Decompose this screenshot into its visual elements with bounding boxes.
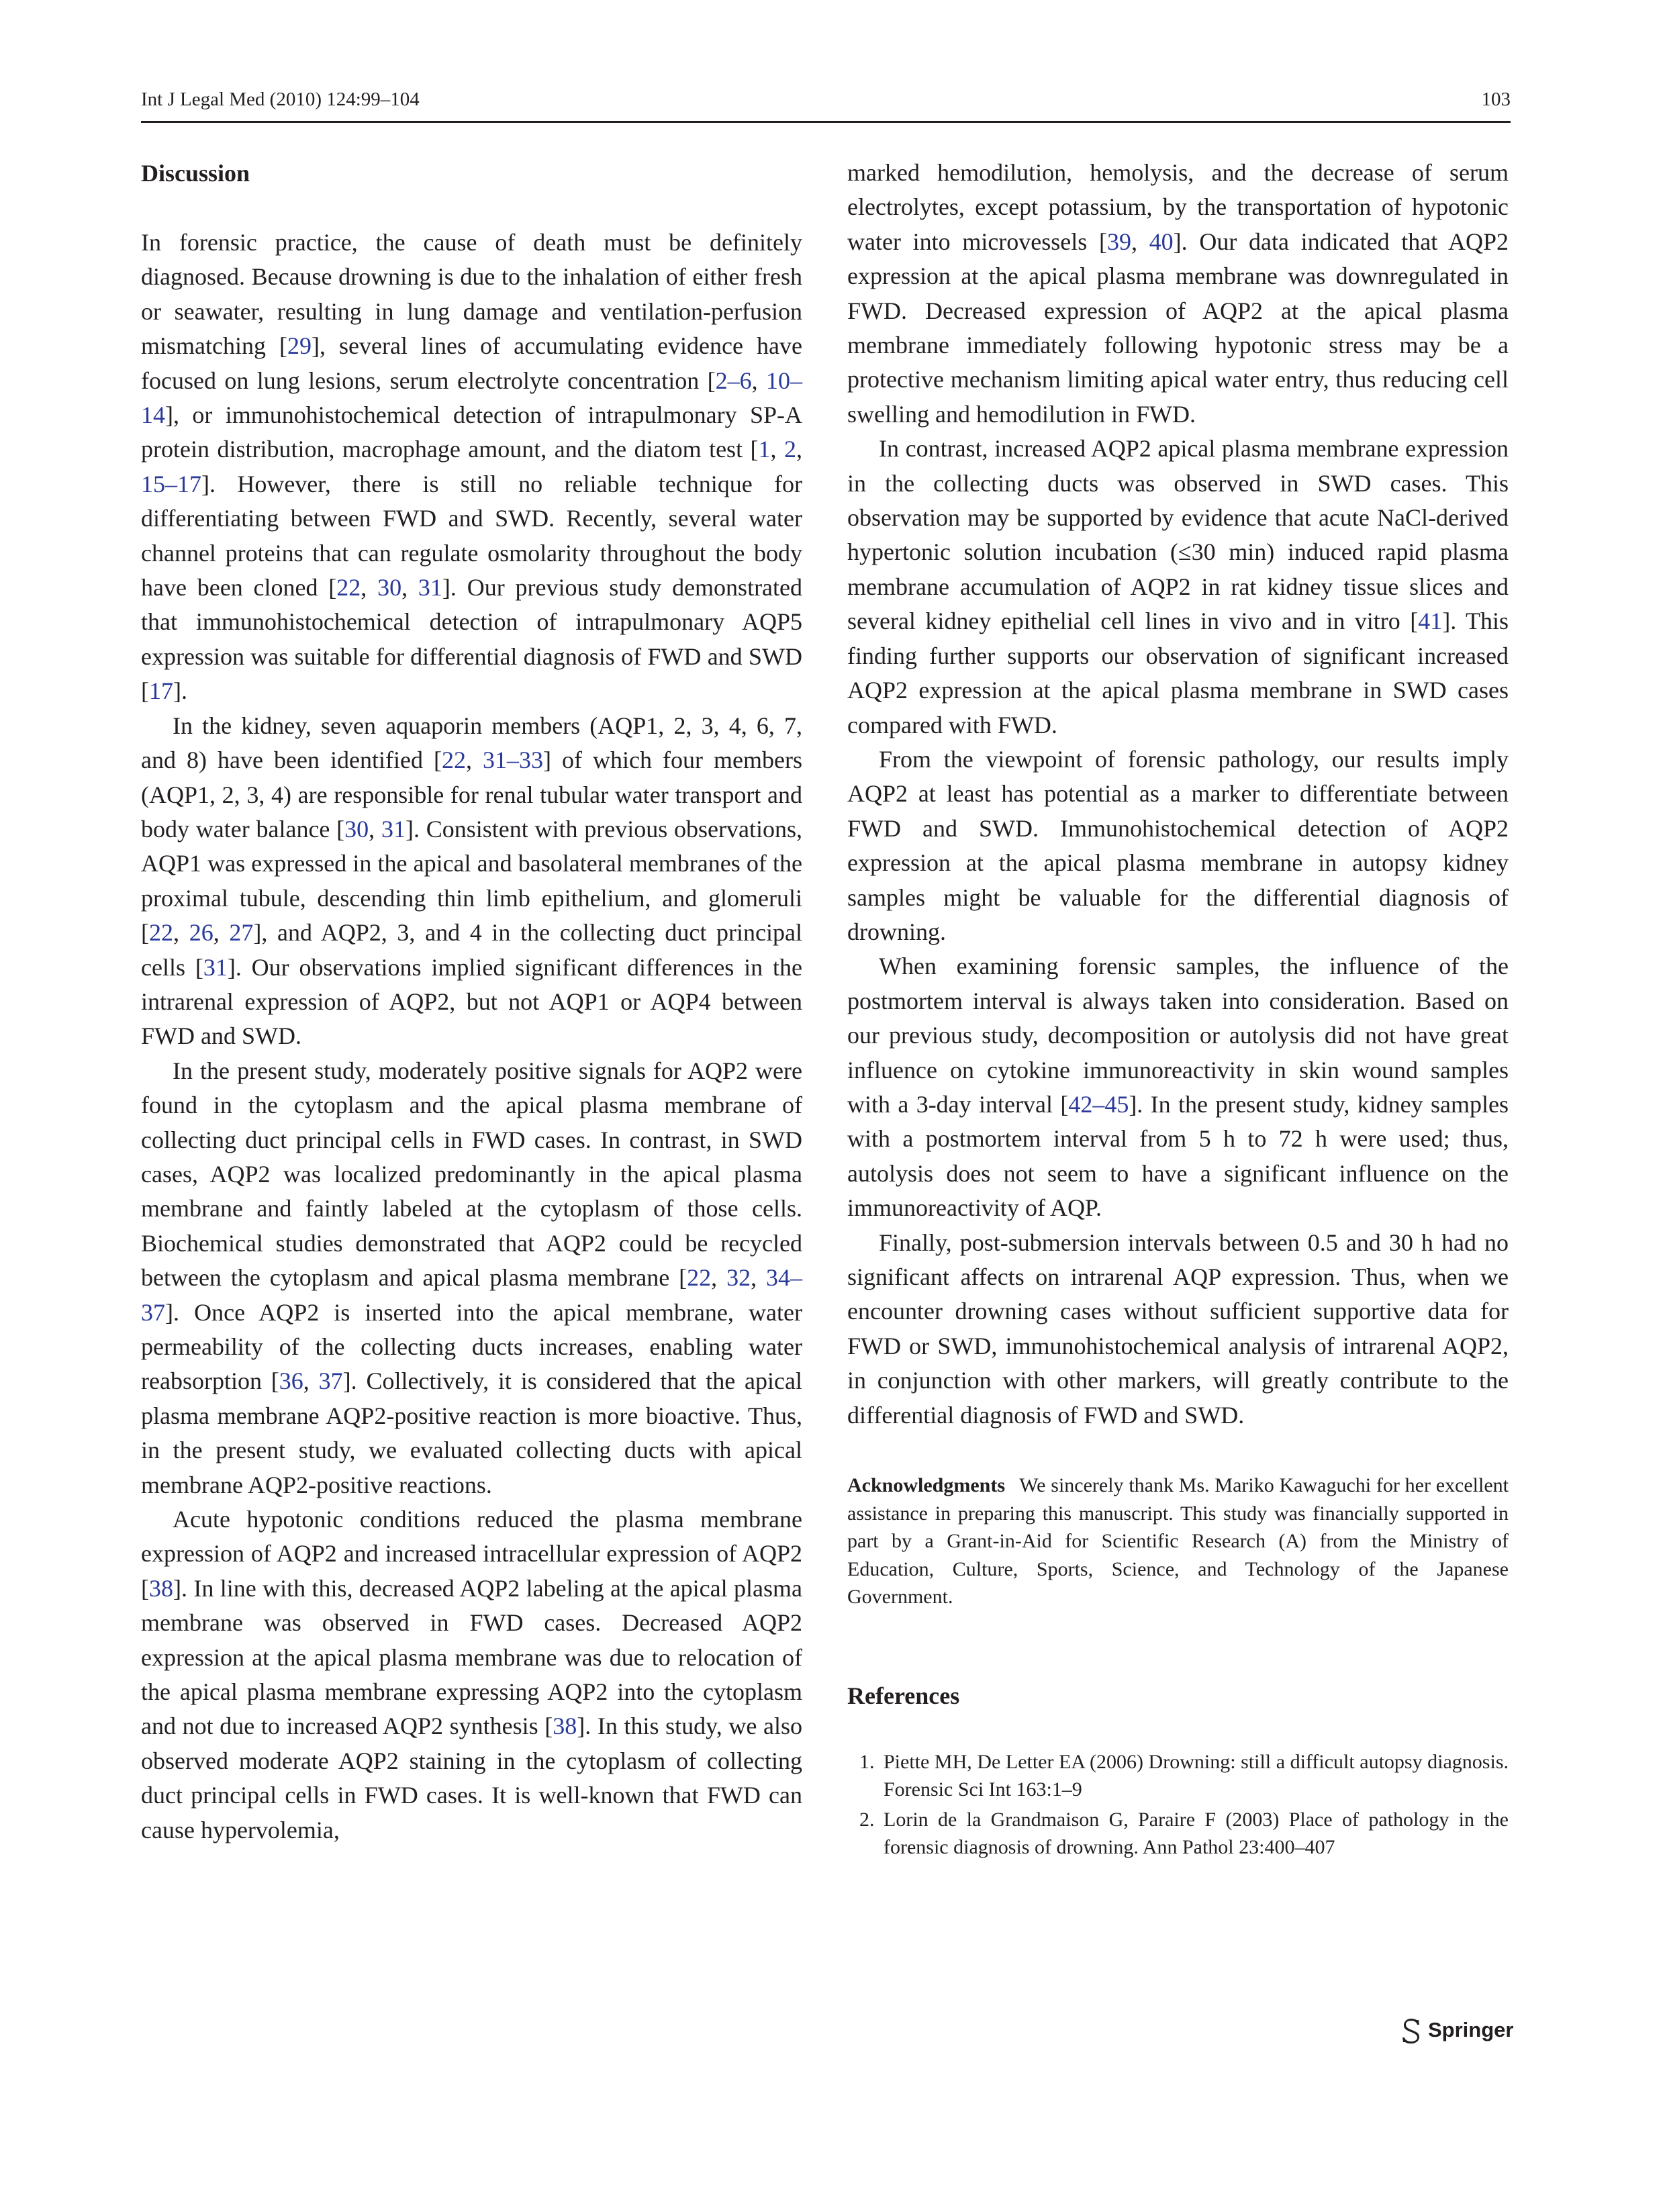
paragraph-text: , bbox=[796, 436, 802, 463]
paragraph-text: ]. Our previous study demonstrated that immunohistochemical detection of intrapulmonary AQP5 expression was suitable for differential diagnosis of FWD and SWD [ bbox=[141, 574, 803, 705]
citation-link[interactable]: 39 bbox=[1106, 228, 1131, 255]
citation-link[interactable]: 27 bbox=[229, 919, 254, 947]
paragraph-text: ], or immunohistochemical detection of intrapulmonary SP-A protein distribution, macrophage amount, and the diatom test [ bbox=[141, 401, 802, 463]
citation-link[interactable]: 31 bbox=[203, 953, 228, 981]
paragraph-text: ], several lines of accumulating evidence have focused on lung lesions, serum electrolyte concentration [ bbox=[141, 332, 802, 394]
paragraph-text: In contrast, increased AQP2 apical plasma membrane expression in the collecting ducts was observed in SWD cases. This observation may be supported by evidence that acute NaCl-derived hypertonic solution incubation (≤30 min) induced rapid plasma membrane accumulation of AQP2 in rat kidney tissue slices and several kidney epithelial cell lines in vivo and in vitro [ bbox=[847, 435, 1509, 635]
paragraph-text: In the present study, moderately positive signals for AQP2 were found in the cytoplasm and the apical plasma membrane of collecting duct principal cells in FWD cases. In contrast, in SWD cases, AQP2 was localized predominantly in the apical plasma membrane and faintly labeled at the cytoplasm of those cells. Biochemical studies demonstrated that AQP2 could be recycled between the cytoplasm and apical plasma membrane [ bbox=[141, 1057, 802, 1292]
paragraph-text: , bbox=[173, 919, 189, 947]
citation-link[interactable]: 30 bbox=[377, 574, 402, 602]
citation-link[interactable]: 1 bbox=[758, 436, 771, 463]
paragraph-text: ]. Once AQP2 is inserted into the apical membrane, water permeability of the collecting ducts increases, enabling water reabsorption [ bbox=[141, 1298, 802, 1395]
paragraph-text: ]. However, there is still no reliable technique for differentiating between FWD and SWD. Recently, several water channel proteins that can regulate osmolarity throughout the body have been cloned [ bbox=[141, 470, 802, 602]
discussion-heading: Discussion bbox=[141, 160, 250, 187]
paragraph bbox=[847, 742, 1509, 949]
paragraph-text: marked hemodilution, hemolysis, and the decrease of serum electrolytes, except potassium, by the transportation of hypotonic water into microvessels [ bbox=[847, 159, 1509, 255]
reference-text: Lorin de la Grandmaison G, Paraire F (2003) Place of pathology in the forensic diagnosis of drowning. Ann Pathol 23:400–407 bbox=[884, 1809, 1509, 1858]
paragraph-text: , bbox=[751, 367, 766, 394]
header-rule bbox=[141, 121, 1511, 123]
citation-link[interactable]: 40 bbox=[1149, 228, 1174, 255]
left-column bbox=[141, 156, 802, 1847]
paragraph-text: , bbox=[361, 574, 378, 602]
citation-link[interactable]: 37 bbox=[318, 1367, 343, 1395]
citation-link[interactable]: 36 bbox=[279, 1367, 303, 1395]
reference-number: 1. bbox=[859, 1751, 875, 1773]
paragraph bbox=[141, 1502, 802, 1847]
paragraph-text: ]. Collectively, it is considered that the apical plasma membrane AQP2-positive reaction is more bioactive. Thus, in the present study, we evaluated collecting ducts with apical membrane AQP2-positive reactions. bbox=[141, 1367, 802, 1498]
paragraph-text: ]. Our data indicated that AQP2 expression at the apical plasma membrane was downregulated in FWD. Decreased expression of AQP2 at the apical plasma membrane immediately following hypotonic stress may be a protective mechanism limiting apical water entry, thus reducing cell swelling and hemodilution in FWD. bbox=[847, 228, 1509, 428]
citation-link[interactable]: 22 bbox=[687, 1264, 712, 1292]
paragraph-text: From the viewpoint of forensic pathology, our results imply AQP2 at least has potential as a marker to differentiate between FWD and SWD. Immunohistochemical detection of AQP2 expression at the apical plasma membrane in autopsy kidney samples might be valuable for the differential diagnosis of drowning. bbox=[847, 745, 1509, 945]
paragraph-text: When examining forensic samples, the influence of the postmortem interval is always taken into consideration. Based on our previous study, decomposition or autolysis did not have great influence on cytokine immunoreactivity in skin wound samples with a 3-day interval [ bbox=[847, 953, 1509, 1118]
citation-link[interactable]: 22 bbox=[441, 747, 466, 774]
paragraph-text: In forensic practice, the cause of death must be definitely diagnosed. Because drowning is due to the inhalation of either fresh or seawater, resulting in lung damage and ventilation-perfusion mismatching [ bbox=[141, 229, 802, 360]
reference-number: 2. bbox=[859, 1809, 875, 1831]
publisher-name: Springer bbox=[1428, 2018, 1514, 2041]
paragraph-text: Finally, post-submersion intervals between 0.5 and 30 h had no significant affects on intrarenal AQP expression. Thus, when we encounter drowning cases without sufficient supportive data for FWD or SWD, immunohistochemical analysis of intrarenal AQP2, in conjunction with other markers, will greatly contribute to the differential diagnosis of FWD and SWD. bbox=[847, 1229, 1509, 1429]
paragraph-text: , bbox=[213, 919, 230, 947]
citation-link[interactable]: 10–14 bbox=[141, 367, 802, 429]
paragraph-text: Acute hypotonic conditions reduced the plasma membrane expression of AQP2 and increased intracellular expression of AQP2 [ bbox=[141, 1506, 802, 1602]
citation-link[interactable]: 22 bbox=[149, 919, 173, 947]
reference-text: Piette MH, De Letter EA (2006) Drowning: still a difficult autopsy diagnosis. Forensic Sci Int 163:1–9 bbox=[884, 1751, 1509, 1800]
paragraph bbox=[847, 432, 1509, 742]
citation-link[interactable]: 17 bbox=[149, 677, 173, 705]
paragraph bbox=[141, 1054, 802, 1502]
publisher-logo bbox=[1400, 2014, 1513, 2046]
paragraph-text: , bbox=[369, 815, 381, 843]
paragraph-text: ]. Our observations implied significant differences in the intrarenal expression of AQP2, but not AQP1 or AQP4 between FWD and SWD. bbox=[141, 953, 802, 1050]
paragraph-text: , bbox=[401, 574, 418, 602]
springer-logo-icon bbox=[1400, 2017, 1423, 2043]
paragraph bbox=[141, 709, 802, 1054]
paragraph bbox=[847, 1226, 1509, 1433]
citation-link[interactable]: 42–45 bbox=[1068, 1090, 1129, 1118]
acknowledgments bbox=[847, 1472, 1509, 1611]
citation-link[interactable]: 30 bbox=[344, 815, 369, 843]
paragraph-text: ], and AQP2, 3, and 4 in the collecting duct principal cells [ bbox=[141, 919, 803, 981]
paragraph-text: , bbox=[303, 1367, 319, 1395]
citation-link[interactable]: 22 bbox=[336, 574, 361, 602]
citation-link[interactable]: 38 bbox=[553, 1713, 577, 1740]
journal-citation: Int J Legal Med (2010) 124:99–104 bbox=[141, 89, 420, 110]
paragraph-text: ]. This finding further supports our observation of significant increased AQP2 expression at the apical plasma membrane in SWD cases compared with FWD. bbox=[847, 608, 1509, 738]
acknowledgments-text: We sincerely thank Ms. Mariko Kawaguchi for her excellent assistance in preparing this manuscript. This study was financially supported in part by a Grant-in-Aid for Scientific Research (A) from the Ministry of Education, Culture, Sports, Science, and Technology of the Japanese Government. bbox=[847, 1474, 1509, 1608]
citation-link[interactable]: 34–37 bbox=[141, 1264, 802, 1326]
paragraph-text: In the kidney, seven aquaporin members (AQP1, 2, 3, 4, 6, 7, and 8) have been identified [ bbox=[141, 712, 802, 774]
reference-item bbox=[847, 1806, 1509, 1861]
paragraph bbox=[141, 226, 802, 709]
paragraph-text: ] of which four members (AQP1, 2, 3, 4) are responsible for renal tubular water transport and body water balance [ bbox=[141, 747, 803, 843]
page-number: 103 bbox=[1481, 89, 1511, 110]
paragraph-text: , bbox=[751, 1264, 766, 1292]
paragraph bbox=[847, 949, 1509, 1225]
citation-link[interactable]: 31 bbox=[418, 574, 442, 602]
paragraph-text: , bbox=[770, 436, 784, 463]
paragraph-text: ]. In this study, we also observed moderate AQP2 staining in the cytoplasm of collecting duct principal cells in FWD cases. It is well-known that FWD can cause hypervolemia, bbox=[141, 1713, 803, 1843]
reference-item bbox=[847, 1748, 1509, 1803]
references-heading: References bbox=[847, 1682, 960, 1709]
citation-link[interactable]: 15–17 bbox=[141, 470, 201, 497]
paragraph-text: ]. In line with this, decreased AQP2 labeling at the apical plasma membrane was observed in FWD cases. Decreased AQP2 expression at the apical plasma membrane was due to relocation of the apical plasma membrane expressing AQP2 into the cytoplasm and not due to increased AQP2 synthesis [ bbox=[141, 1574, 802, 1740]
paragraph-text: , bbox=[465, 747, 483, 774]
paragraph-text: ]. Consistent with previous observations, AQP1 was expressed in the apical and basolateral membranes of the proximal tubule, descending thin limb epithelium, and glomeruli [ bbox=[141, 815, 802, 947]
citation-link[interactable]: 38 bbox=[149, 1574, 173, 1602]
paragraph-text: ]. bbox=[173, 677, 187, 705]
citation-link[interactable]: 29 bbox=[287, 332, 312, 360]
citation-link[interactable]: 41 bbox=[1418, 608, 1443, 635]
paragraph-text: , bbox=[1131, 228, 1149, 255]
citation-link[interactable]: 2–6 bbox=[715, 367, 752, 394]
paragraph-text: ]. In the present study, kidney samples with a postmortem interval from 5 h to 72 h were used; thus, autolysis does not seem to have a significant influence on the immunoreactivity of AQP. bbox=[847, 1090, 1509, 1222]
acknowledgments-title: Acknowledgments bbox=[847, 1474, 1006, 1497]
citation-link[interactable]: 32 bbox=[726, 1264, 751, 1292]
paragraph-text: , bbox=[711, 1264, 727, 1292]
citation-link[interactable]: 31 bbox=[381, 815, 406, 843]
right-column bbox=[847, 156, 1509, 1864]
citation-link[interactable]: 26 bbox=[189, 919, 213, 947]
citation-link[interactable]: 2 bbox=[784, 436, 796, 463]
citation-link[interactable]: 31–33 bbox=[483, 747, 543, 774]
paragraph bbox=[847, 156, 1509, 432]
reference-list bbox=[847, 1748, 1509, 1861]
